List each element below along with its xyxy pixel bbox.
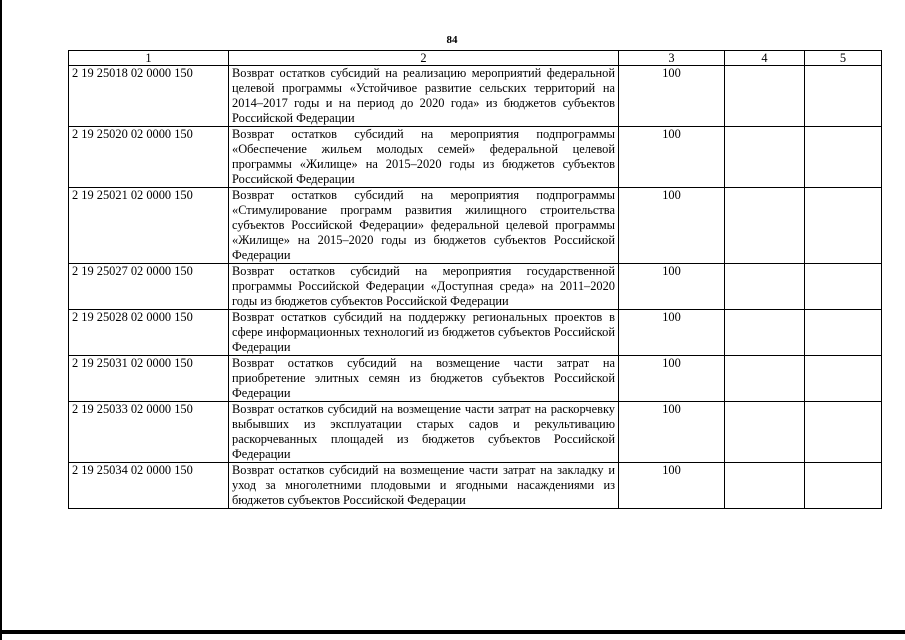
row-col4-value bbox=[725, 356, 805, 402]
row-col4-value bbox=[725, 127, 805, 188]
row-col3-value: 100 bbox=[619, 310, 725, 356]
row-col5-value bbox=[805, 188, 882, 264]
table-header-row bbox=[69, 51, 882, 66]
table-row bbox=[69, 310, 882, 356]
table-row bbox=[69, 463, 882, 509]
row-col3-value: 100 bbox=[619, 356, 725, 402]
row-description: Возврат остатков субсидий на мероприятия подпрограммы «Обеспечение жильем молодых семей» федеральной целевой программы «Жилище» на 2015–2020 годы из бюджетов субъектов Российской Федерации bbox=[229, 127, 619, 188]
row-code: 2 19 25027 02 0000 150 bbox=[69, 264, 229, 310]
row-col5-value bbox=[805, 127, 882, 188]
row-description: Возврат остатков субсидий на мероприятия государственной программы Российской Федерации «Доступная среда» на 2011–2020 годы из бюджетов субъектов Российской Федерации bbox=[229, 264, 619, 310]
row-code: 2 19 25021 02 0000 150 bbox=[69, 188, 229, 264]
table-row bbox=[69, 356, 882, 402]
row-code: 2 19 25028 02 0000 150 bbox=[69, 310, 229, 356]
row-col5-value bbox=[805, 66, 882, 127]
table-row bbox=[69, 66, 882, 127]
row-col4-value bbox=[725, 264, 805, 310]
row-col3-value: 100 bbox=[619, 463, 725, 509]
row-col3-value: 100 bbox=[619, 188, 725, 264]
row-description: Возврат остатков субсидий на возмещение части затрат на закладку и уход за многолетними плодовыми и ягодными насаждениями из бюджетов субъектов Российской Федерации bbox=[229, 463, 619, 509]
page-number: 84 bbox=[446, 34, 458, 46]
header-col-2: 2 bbox=[229, 51, 619, 66]
row-description: Возврат остатков субсидий на возмещение части затрат на раскорчевку выбывших из эксплуатации старых садов и рекультивацию раскорчеванных площадей из бюджетов субъектов Российской Федерации bbox=[229, 402, 619, 463]
table-row bbox=[69, 264, 882, 310]
row-col4-value bbox=[725, 463, 805, 509]
row-col3-value: 100 bbox=[619, 66, 725, 127]
row-col5-value bbox=[805, 463, 882, 509]
table-row bbox=[69, 188, 882, 264]
row-col4-value bbox=[725, 66, 805, 127]
budget-code-table bbox=[68, 50, 882, 509]
table-row bbox=[69, 402, 882, 463]
row-code: 2 19 25033 02 0000 150 bbox=[69, 402, 229, 463]
row-col4-value bbox=[725, 402, 805, 463]
row-description: Возврат остатков субсидий на поддержку региональных проектов в сфере информационных технологий из бюджетов субъектов Российской Федерации bbox=[229, 310, 619, 356]
row-col3-value: 100 bbox=[619, 264, 725, 310]
page-left-border bbox=[0, 0, 2, 640]
row-code: 2 19 25020 02 0000 150 bbox=[69, 127, 229, 188]
header-col-5: 5 bbox=[805, 51, 882, 66]
row-col3-value: 100 bbox=[619, 402, 725, 463]
row-description: Возврат остатков субсидий на возмещение части затрат на приобретение элитных семян из бюджетов субъектов Российской Федерации bbox=[229, 356, 619, 402]
row-col4-value bbox=[725, 188, 805, 264]
row-description: Возврат остатков субсидий на реализацию мероприятий федеральной целевой программы «Устойчивое развитие сельских территорий на 2014–2017 годы и на период до 2020 года» из бюджетов субъектов Российской Федерации bbox=[229, 66, 619, 127]
row-col3-value: 100 bbox=[619, 127, 725, 188]
row-col5-value bbox=[805, 310, 882, 356]
row-code: 2 19 25034 02 0000 150 bbox=[69, 463, 229, 509]
header-col-1: 1 bbox=[69, 51, 229, 66]
page-bottom-border bbox=[0, 630, 905, 634]
row-description: Возврат остатков субсидий на мероприятия подпрограммы «Стимулирование программ развития жилищного строительства субъектов Российской Федерации» федеральной целевой программы «Жилище» на 2015–2020 годы из бюджетов субъектов Российской Федерации bbox=[229, 188, 619, 264]
row-code: 2 19 25031 02 0000 150 bbox=[69, 356, 229, 402]
row-col5-value bbox=[805, 356, 882, 402]
header-col-3: 3 bbox=[619, 51, 725, 66]
table-row bbox=[69, 127, 882, 188]
header-col-4: 4 bbox=[725, 51, 805, 66]
row-col5-value bbox=[805, 264, 882, 310]
row-code: 2 19 25018 02 0000 150 bbox=[69, 66, 229, 127]
row-col4-value bbox=[725, 310, 805, 356]
row-col5-value bbox=[805, 402, 882, 463]
